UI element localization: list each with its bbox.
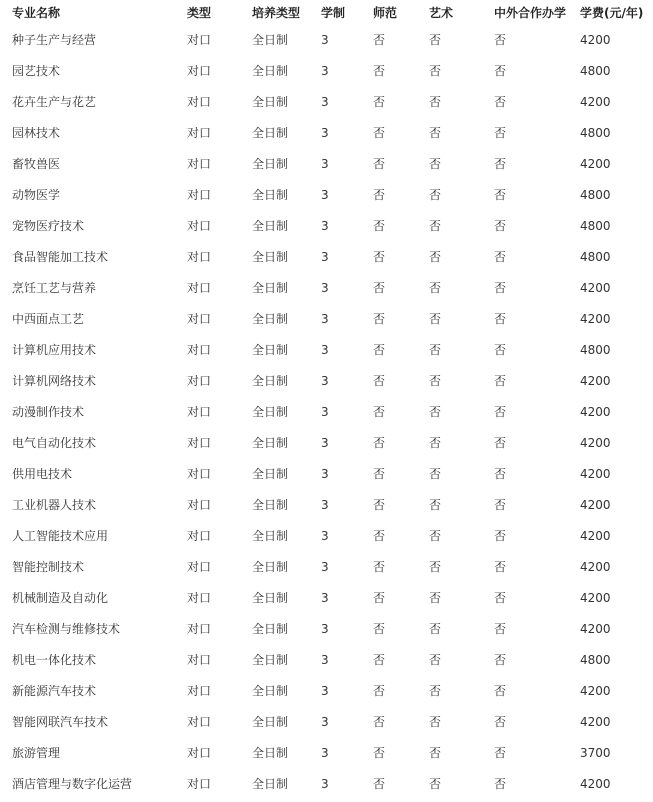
- joint-program-cell: 否: [494, 467, 507, 481]
- type-cell: 对口: [187, 467, 212, 481]
- duration-cell: 3: [321, 714, 329, 729]
- tuition-cell: 4200: [580, 714, 611, 729]
- normal-cell: 否: [373, 126, 386, 140]
- type-cell: 对口: [187, 374, 212, 388]
- tuition-cell: 4200: [580, 435, 611, 450]
- type-cell: 对口: [187, 64, 212, 78]
- duration-cell: 3: [321, 249, 329, 264]
- study-mode-cell: 全日制: [252, 157, 289, 171]
- tuition-cell: 4200: [580, 373, 611, 388]
- table-row: [0, 613, 653, 644]
- table-row: [0, 706, 653, 737]
- normal-cell: 否: [373, 281, 386, 295]
- study-mode-cell: 全日制: [252, 343, 289, 357]
- type-cell: 对口: [187, 281, 212, 295]
- art-cell: 否: [429, 95, 442, 109]
- tuition-cell: 4800: [580, 652, 611, 667]
- duration-cell: 3: [321, 683, 329, 698]
- table-row: [0, 675, 653, 706]
- joint-program-cell: 否: [494, 250, 507, 264]
- joint-program-cell: 否: [494, 126, 507, 140]
- major-name-cell: 宠物医疗技术: [12, 219, 85, 233]
- table-row: [0, 644, 653, 675]
- type-cell: 对口: [187, 777, 212, 791]
- table-row: [0, 241, 653, 272]
- duration-cell: 3: [321, 63, 329, 78]
- normal-cell: 否: [373, 33, 386, 47]
- type-cell: 对口: [187, 95, 212, 109]
- normal-cell: 否: [373, 529, 386, 543]
- header-duration: 学制: [321, 5, 346, 20]
- tuition-cell: 4200: [580, 621, 611, 636]
- table-row: [0, 117, 653, 148]
- art-cell: 否: [429, 777, 442, 791]
- major-name-cell: 园林技术: [12, 126, 61, 140]
- duration-cell: 3: [321, 590, 329, 605]
- major-name-cell: 工业机器人技术: [12, 498, 97, 512]
- table-body: [0, 24, 653, 799]
- normal-cell: 否: [373, 405, 386, 419]
- normal-cell: 否: [373, 64, 386, 78]
- type-cell: 对口: [187, 250, 212, 264]
- joint-program-cell: 否: [494, 436, 507, 450]
- tuition-cell: 4200: [580, 404, 611, 419]
- joint-program-cell: 否: [494, 591, 507, 605]
- art-cell: 否: [429, 436, 442, 450]
- normal-cell: 否: [373, 715, 386, 729]
- duration-cell: 3: [321, 280, 329, 295]
- major-name-cell: 旅游管理: [12, 746, 61, 760]
- type-cell: 对口: [187, 653, 212, 667]
- major-name-cell: 机电一体化技术: [12, 653, 97, 667]
- joint-program-cell: 否: [494, 312, 507, 326]
- normal-cell: 否: [373, 157, 386, 171]
- study-mode-cell: 全日制: [252, 498, 289, 512]
- joint-program-cell: 否: [494, 715, 507, 729]
- type-cell: 对口: [187, 746, 212, 760]
- duration-cell: 3: [321, 652, 329, 667]
- art-cell: 否: [429, 157, 442, 171]
- major-name-cell: 电气自动化技术: [12, 436, 97, 450]
- art-cell: 否: [429, 126, 442, 140]
- type-cell: 对口: [187, 312, 212, 326]
- major-name-cell: 机械制造及自动化: [12, 591, 109, 605]
- duration-cell: 3: [321, 342, 329, 357]
- table-row: [0, 365, 653, 396]
- study-mode-cell: 全日制: [252, 436, 289, 450]
- duration-cell: 3: [321, 497, 329, 512]
- major-name-cell: 酒店管理与数字化运营: [12, 777, 133, 791]
- tuition-cell: 4800: [580, 218, 611, 233]
- tuition-cell: 4200: [580, 32, 611, 47]
- tuition-cell: 4200: [580, 311, 611, 326]
- table-row: [0, 148, 653, 179]
- study-mode-cell: 全日制: [252, 374, 289, 388]
- major-name-cell: 供用电技术: [12, 467, 73, 481]
- study-mode-cell: 全日制: [252, 33, 289, 47]
- normal-cell: 否: [373, 250, 386, 264]
- normal-cell: 否: [373, 188, 386, 202]
- table-row: [0, 303, 653, 334]
- header-type: 类型: [187, 5, 212, 20]
- art-cell: 否: [429, 64, 442, 78]
- type-cell: 对口: [187, 560, 212, 574]
- normal-cell: 否: [373, 622, 386, 636]
- major-name-cell: 新能源汽车技术: [12, 684, 97, 698]
- art-cell: 否: [429, 281, 442, 295]
- normal-cell: 否: [373, 498, 386, 512]
- header-art: 艺术: [429, 5, 454, 20]
- art-cell: 否: [429, 684, 442, 698]
- header-tuition: 学费(元/年): [580, 5, 644, 20]
- table-row: [0, 396, 653, 427]
- joint-program-cell: 否: [494, 374, 507, 388]
- normal-cell: 否: [373, 560, 386, 574]
- header-major-name: 专业名称: [12, 5, 61, 20]
- major-name-cell: 智能控制技术: [12, 560, 85, 574]
- duration-cell: 3: [321, 311, 329, 326]
- tuition-cell: 4800: [580, 342, 611, 357]
- joint-program-cell: 否: [494, 219, 507, 233]
- duration-cell: 3: [321, 94, 329, 109]
- study-mode-cell: 全日制: [252, 653, 289, 667]
- joint-program-cell: 否: [494, 64, 507, 78]
- joint-program-cell: 否: [494, 498, 507, 512]
- art-cell: 否: [429, 715, 442, 729]
- table-row: [0, 272, 653, 303]
- art-cell: 否: [429, 250, 442, 264]
- art-cell: 否: [429, 591, 442, 605]
- normal-cell: 否: [373, 219, 386, 233]
- major-name-cell: 花卉生产与花艺: [12, 95, 97, 109]
- duration-cell: 3: [321, 156, 329, 171]
- normal-cell: 否: [373, 591, 386, 605]
- type-cell: 对口: [187, 591, 212, 605]
- table-row: [0, 334, 653, 365]
- normal-cell: 否: [373, 467, 386, 481]
- art-cell: 否: [429, 312, 442, 326]
- art-cell: 否: [429, 746, 442, 760]
- table-row: [0, 427, 653, 458]
- duration-cell: 3: [321, 466, 329, 481]
- header-normal: 师范: [373, 5, 398, 20]
- major-name-cell: 动物医学: [12, 188, 61, 202]
- table-row: [0, 210, 653, 241]
- joint-program-cell: 否: [494, 777, 507, 791]
- joint-program-cell: 否: [494, 746, 507, 760]
- study-mode-cell: 全日制: [252, 312, 289, 326]
- table-row: [0, 582, 653, 613]
- duration-cell: 3: [321, 621, 329, 636]
- study-mode-cell: 全日制: [252, 405, 289, 419]
- normal-cell: 否: [373, 436, 386, 450]
- study-mode-cell: 全日制: [252, 64, 289, 78]
- tuition-cell: 4200: [580, 528, 611, 543]
- type-cell: 对口: [187, 126, 212, 140]
- duration-cell: 3: [321, 125, 329, 140]
- tuition-cell: 4200: [580, 156, 611, 171]
- major-name-cell: 计算机网络技术: [12, 374, 97, 388]
- tuition-cell: 4800: [580, 125, 611, 140]
- table-row: [0, 737, 653, 768]
- tuition-cell: 4200: [580, 776, 611, 791]
- study-mode-cell: 全日制: [252, 250, 289, 264]
- type-cell: 对口: [187, 498, 212, 512]
- normal-cell: 否: [373, 312, 386, 326]
- study-mode-cell: 全日制: [252, 715, 289, 729]
- joint-program-cell: 否: [494, 33, 507, 47]
- study-mode-cell: 全日制: [252, 622, 289, 636]
- normal-cell: 否: [373, 343, 386, 357]
- duration-cell: 3: [321, 404, 329, 419]
- art-cell: 否: [429, 343, 442, 357]
- study-mode-cell: 全日制: [252, 281, 289, 295]
- study-mode-cell: 全日制: [252, 560, 289, 574]
- duration-cell: 3: [321, 32, 329, 47]
- table-row: [0, 179, 653, 210]
- normal-cell: 否: [373, 777, 386, 791]
- tuition-cell: 4200: [580, 559, 611, 574]
- major-name-cell: 计算机应用技术: [12, 343, 97, 357]
- art-cell: 否: [429, 374, 442, 388]
- duration-cell: 3: [321, 218, 329, 233]
- type-cell: 对口: [187, 157, 212, 171]
- type-cell: 对口: [187, 436, 212, 450]
- table-row: [0, 768, 653, 799]
- duration-cell: 3: [321, 745, 329, 760]
- major-name-cell: 畜牧兽医: [12, 157, 61, 171]
- table-row: [0, 551, 653, 582]
- joint-program-cell: 否: [494, 560, 507, 574]
- type-cell: 对口: [187, 219, 212, 233]
- joint-program-cell: 否: [494, 281, 507, 295]
- art-cell: 否: [429, 498, 442, 512]
- study-mode-cell: 全日制: [252, 746, 289, 760]
- joint-program-cell: 否: [494, 653, 507, 667]
- study-mode-cell: 全日制: [252, 684, 289, 698]
- joint-program-cell: 否: [494, 95, 507, 109]
- art-cell: 否: [429, 653, 442, 667]
- type-cell: 对口: [187, 33, 212, 47]
- art-cell: 否: [429, 529, 442, 543]
- art-cell: 否: [429, 219, 442, 233]
- duration-cell: 3: [321, 559, 329, 574]
- duration-cell: 3: [321, 373, 329, 388]
- study-mode-cell: 全日制: [252, 591, 289, 605]
- study-mode-cell: 全日制: [252, 467, 289, 481]
- table-row: [0, 24, 653, 55]
- joint-program-cell: 否: [494, 188, 507, 202]
- study-mode-cell: 全日制: [252, 188, 289, 202]
- art-cell: 否: [429, 560, 442, 574]
- type-cell: 对口: [187, 188, 212, 202]
- major-name-cell: 人工智能技术应用: [12, 529, 109, 543]
- tuition-cell: 4800: [580, 63, 611, 78]
- joint-program-cell: 否: [494, 529, 507, 543]
- tuition-cell: 3700: [580, 745, 611, 760]
- tuition-cell: 4200: [580, 590, 611, 605]
- type-cell: 对口: [187, 684, 212, 698]
- major-name-cell: 食品智能加工技术: [12, 250, 109, 264]
- table-row: [0, 489, 653, 520]
- normal-cell: 否: [373, 746, 386, 760]
- tuition-cell: 4200: [580, 94, 611, 109]
- major-name-cell: 烹饪工艺与营养: [12, 281, 97, 295]
- tuition-cell: 4200: [580, 497, 611, 512]
- tuition-cell: 4200: [580, 466, 611, 481]
- art-cell: 否: [429, 33, 442, 47]
- major-name-cell: 中西面点工艺: [12, 312, 85, 326]
- study-mode-cell: 全日制: [252, 777, 289, 791]
- study-mode-cell: 全日制: [252, 126, 289, 140]
- study-mode-cell: 全日制: [252, 219, 289, 233]
- table-header-row: [0, 0, 653, 24]
- joint-program-cell: 否: [494, 405, 507, 419]
- normal-cell: 否: [373, 374, 386, 388]
- table-row: [0, 520, 653, 551]
- duration-cell: 3: [321, 435, 329, 450]
- joint-program-cell: 否: [494, 157, 507, 171]
- joint-program-cell: 否: [494, 622, 507, 636]
- art-cell: 否: [429, 405, 442, 419]
- header-joint-program: 中外合作办学: [494, 5, 567, 20]
- duration-cell: 3: [321, 776, 329, 791]
- duration-cell: 3: [321, 528, 329, 543]
- study-mode-cell: 全日制: [252, 529, 289, 543]
- tuition-cell: 4800: [580, 249, 611, 264]
- normal-cell: 否: [373, 684, 386, 698]
- type-cell: 对口: [187, 405, 212, 419]
- normal-cell: 否: [373, 95, 386, 109]
- tuition-cell: 4800: [580, 187, 611, 202]
- joint-program-cell: 否: [494, 684, 507, 698]
- major-name-cell: 种子生产与经营: [12, 33, 97, 47]
- study-mode-cell: 全日制: [252, 95, 289, 109]
- art-cell: 否: [429, 622, 442, 636]
- table-row: [0, 55, 653, 86]
- type-cell: 对口: [187, 715, 212, 729]
- type-cell: 对口: [187, 529, 212, 543]
- art-cell: 否: [429, 467, 442, 481]
- table-row: [0, 86, 653, 117]
- header-study-mode: 培养类型: [252, 5, 301, 20]
- duration-cell: 3: [321, 187, 329, 202]
- major-name-cell: 汽车检测与维修技术: [12, 622, 121, 636]
- major-name-cell: 动漫制作技术: [12, 405, 85, 419]
- type-cell: 对口: [187, 622, 212, 636]
- joint-program-cell: 否: [494, 343, 507, 357]
- major-name-cell: 智能网联汽车技术: [12, 715, 109, 729]
- art-cell: 否: [429, 188, 442, 202]
- normal-cell: 否: [373, 653, 386, 667]
- type-cell: 对口: [187, 343, 212, 357]
- tuition-cell: 4200: [580, 280, 611, 295]
- tuition-cell: 4200: [580, 683, 611, 698]
- table-row: [0, 458, 653, 489]
- major-name-cell: 园艺技术: [12, 64, 61, 78]
